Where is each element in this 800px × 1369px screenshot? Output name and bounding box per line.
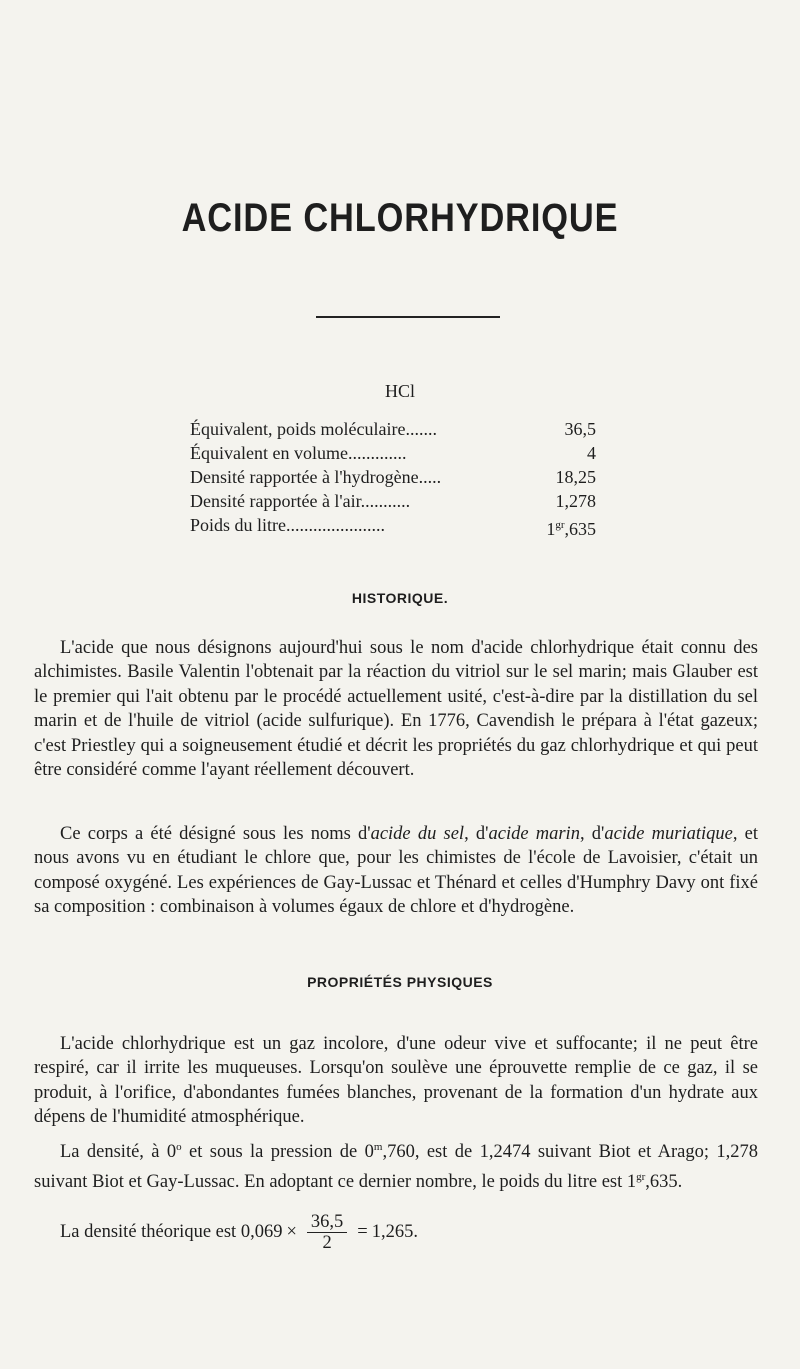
fraction-denominator: 2 [322, 1233, 332, 1253]
property-label: Équivalent en volume............. [190, 443, 407, 463]
chemical-formula: HCl [384, 381, 415, 401]
page-title: ACIDE CHLORHYDRIQUE [181, 196, 619, 240]
density-text: La densité théorique est 0,069 [60, 1222, 283, 1242]
text-span: , et nous avons vu en étudiant le chlore que, pour les chimistes de l'école de Lavoisier, c'était un composé oxygéné. Les expériences de Gay-Lussac et Thénard et celles d'Humphry Davy ont fixé sa composition : combinaison à volumes égaux de chlore et d'hydrogène. [34, 824, 758, 918]
property-label: Densité rapportée à l'air........... [190, 491, 411, 511]
section-heading-proprietes: PROPRIÉTÉS PHYSIQUES [307, 974, 493, 990]
property-label: Densité rapportée à l'hydrogène..... [190, 467, 442, 487]
text-span: Ce corps a été désigné sous les noms d' [60, 824, 371, 844]
property-value: 36,5 [564, 419, 596, 439]
property-row [190, 441, 610, 465]
property-row [190, 417, 610, 441]
density-formula [60, 1212, 418, 1253]
superscript: o [176, 1141, 182, 1153]
proprietes-paragraph-2 [34, 1135, 758, 1194]
text-span: et sous la pression de 0 [181, 1142, 374, 1163]
text-span: ,760, est de 1,2474 suivant Biot et Arago; 1,278 suivant Biot et Gay-Lussac. En adoptant ce dernier nombre, le poids du litre est 1 [34, 1142, 758, 1192]
historique-paragraph-1: L'acide que nous désignons aujourd'hui sous le nom d'acide chlorhydrique était connu des alchimistes. Basile Valentin l'obtenait par la réaction du vitriol sur le sel marin; mais Glauber est le premier qui l'ait obtenu par le procédé actuellement usité, c'est-à-dire par la distillation du sel marin et de l'huile de vitriol (acide sulfurique). En 1776, Cavendish le prépara à l'état gazeux; c'est Priestley qui a soigneusement étudié et décrit les propriétés du gaz chlorhydrique et qui peut être considéré comme l'ayant réellement découvert. [34, 638, 758, 781]
italic-term: acide du sel [370, 824, 465, 844]
density-result: 1,265. [371, 1222, 418, 1242]
property-value: $1^{gr},635$ [546, 519, 596, 539]
superscript: gr [555, 519, 565, 531]
property-row [190, 513, 610, 537]
text-span: ,635. [645, 1171, 683, 1192]
proprietes-paragraph-1: L'acide chlorhydrique est un gaz incolore, d'une odeur vive et suffocante; il ne peut être respiré, car il irrite les muqueuses. Lorsqu'on soulève une éprouvette remplie de ce gaz, il se produit, à l'orifice, d'abondantes fumées blanches, provenant de la formation d'un hydrate aux dépens de l'humidité atmosphérique. [34, 1034, 758, 1128]
property-row [190, 465, 610, 489]
title-rule [316, 316, 500, 318]
equals-symbol: = [357, 1222, 368, 1242]
property-value: 1,278 [555, 491, 596, 511]
property-row [190, 489, 610, 513]
italic-term: acide marin [488, 824, 580, 844]
text-span: , d' [464, 824, 489, 844]
superscript: m [373, 1141, 383, 1153]
property-label: Poids du litre...................... [190, 515, 386, 535]
property-label: Équivalent, poids moléculaire....... [190, 419, 437, 439]
fraction-numerator: 36,5 [307, 1212, 347, 1233]
properties-table [190, 417, 610, 537]
historique-paragraph-2 [34, 822, 758, 920]
section-heading-historique: HISTORIQUE. [351, 590, 449, 606]
times-symbol: × [286, 1222, 297, 1242]
superscript: gr [636, 1170, 646, 1183]
property-value: 18,25 [555, 467, 596, 487]
property-value: 4 [587, 443, 596, 463]
text-span: La densité, à 0 [60, 1142, 177, 1163]
italic-term: acide muriatique [604, 824, 733, 844]
fraction [307, 1212, 347, 1253]
text-span: , d' [579, 824, 605, 844]
